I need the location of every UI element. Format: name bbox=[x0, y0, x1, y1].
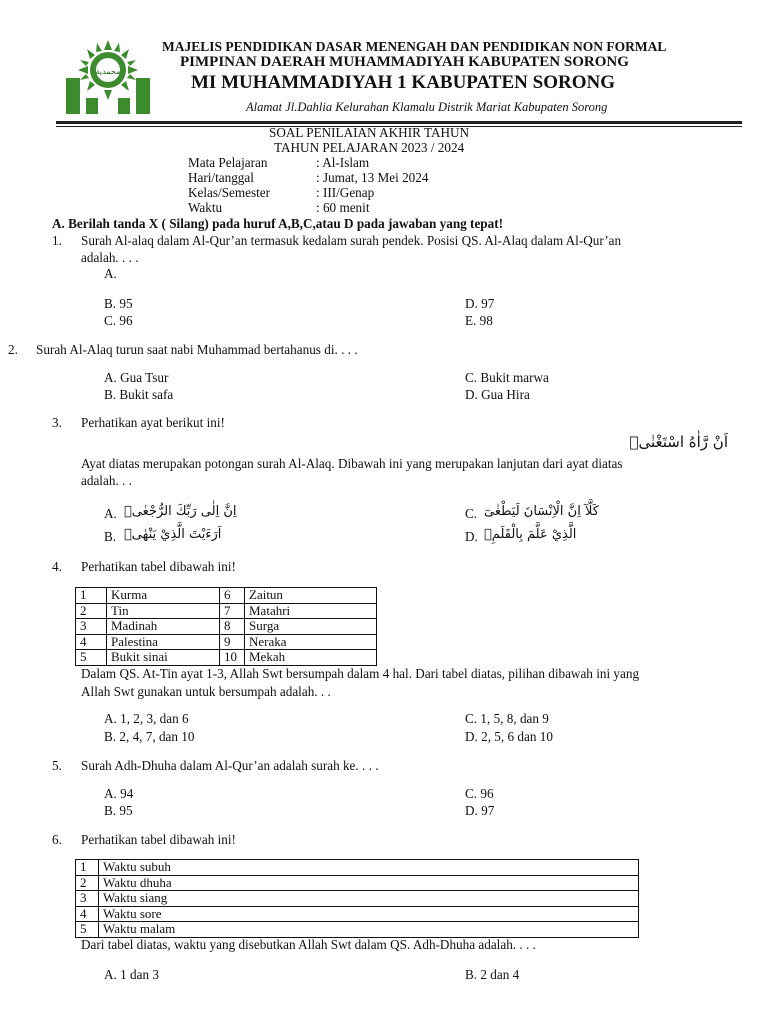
muhammadiyah-logo-icon bbox=[60, 38, 156, 118]
table-row bbox=[76, 619, 377, 635]
table-row bbox=[76, 860, 639, 876]
table-cell: Palestina bbox=[107, 634, 220, 650]
q1-option-b: B. 95 bbox=[104, 296, 133, 311]
table-cell: Surga bbox=[245, 619, 377, 635]
q3-option-c-label: C. bbox=[465, 506, 478, 521]
q5-option-c: C. 96 bbox=[465, 786, 494, 801]
q1-option-a: A. bbox=[104, 266, 117, 281]
table-cell: Waktu dhuha bbox=[99, 875, 639, 891]
q1-text: Surah Al-alaq dalam Al-Qur’an termasuk kedalam surah pendek. Posisi QS. Al-Alaq dalam Al-Qur’an bbox=[81, 233, 622, 248]
q6-table bbox=[75, 859, 639, 938]
table-cell: 4 bbox=[76, 634, 107, 650]
q6-number: 6. bbox=[52, 832, 62, 847]
table-cell: 3 bbox=[76, 891, 99, 907]
q3-text-2: Ayat diatas merupakan potongan surah Al-Alaq. Dibawah ini yang merupakan lanjutan dari ayat diatas bbox=[81, 456, 623, 471]
q2-option-b: B. Bukit safa bbox=[104, 387, 174, 402]
table-cell: 9 bbox=[220, 634, 245, 650]
table-cell: Madinah bbox=[107, 619, 220, 635]
table-cell: Tin bbox=[107, 603, 220, 619]
section-a-instruction: A. Berilah tanda X ( Silang) pada huruf A,B,C,atau D pada jawaban yang tepat! bbox=[52, 216, 504, 231]
q3-ayat: اَنْ رَّاٰهُ اسْتَغْنٰىۗ bbox=[629, 433, 728, 451]
q3-text-3: adalah. . . bbox=[81, 473, 132, 488]
q1-option-e: E. 98 bbox=[465, 313, 493, 328]
q2-option-c: C. Bukit marwa bbox=[465, 370, 549, 385]
q5-option-d: D. 97 bbox=[465, 803, 495, 818]
table-row bbox=[76, 634, 377, 650]
q3-option-b-ayat: اَرَءَيْتَ الَّذِيْ يَنْهٰىۙ bbox=[124, 527, 222, 542]
info-value-time: : 60 menit bbox=[316, 200, 370, 215]
header-line-1: MAJELIS PENDIDIKAN DASAR MENENGAH DAN PENDIDIKAN NON FORMAL bbox=[162, 39, 667, 54]
q6-option-b: B. 2 dan 4 bbox=[465, 967, 520, 982]
q4-option-b: B. 2, 4, 7, dan 10 bbox=[104, 729, 195, 744]
q6-text-2: Dari tabel diatas, waktu yang disebutkan Allah Swt dalam QS. Adh-Dhuha adalah. . . . bbox=[81, 937, 536, 952]
info-label-subject: Mata Pelajaran bbox=[188, 155, 268, 170]
q3-option-a-label: A. bbox=[104, 506, 117, 521]
table-cell: 2 bbox=[76, 603, 107, 619]
q6-text: Perhatikan tabel dibawah ini! bbox=[81, 832, 236, 847]
q4-option-a: A. 1, 2, 3, dan 6 bbox=[104, 711, 189, 726]
table-cell: Matahri bbox=[245, 603, 377, 619]
header-line-2: PIMPINAN DAERAH MUHAMMADIYAH KABUPATEN SORONG bbox=[180, 54, 629, 70]
info-value-class: : III/Genap bbox=[316, 185, 375, 200]
table-cell: 3 bbox=[76, 619, 107, 635]
info-label-time: Waktu bbox=[188, 200, 223, 215]
q5-option-a: A. 94 bbox=[104, 786, 134, 801]
table-cell: 2 bbox=[76, 875, 99, 891]
table-cell: Bukit sinai bbox=[107, 650, 220, 666]
school-logo bbox=[60, 38, 156, 118]
q4-text-2: Dalam QS. At-Tin ayat 1-3, Allah Swt bersumpah dalam 4 hal. Dari tabel diatas, pilihan dibawah ini yang bbox=[81, 666, 640, 681]
q3-text: Perhatikan ayat berikut ini! bbox=[81, 415, 225, 430]
table-cell: 5 bbox=[76, 922, 99, 938]
school-address: Alamat Jl.Dahlia Kelurahan Klamalu Distrik Mariat Kabupaten Sorong bbox=[246, 100, 608, 114]
table-cell: Neraka bbox=[245, 634, 377, 650]
svg-text:محمدية: محمدية bbox=[95, 67, 121, 76]
table-cell: Kurma bbox=[107, 588, 220, 604]
table-cell: Waktu subuh bbox=[99, 860, 639, 876]
q4-option-c: C. 1, 5, 8, dan 9 bbox=[465, 711, 549, 726]
table-row bbox=[76, 891, 639, 907]
q6-option-a: A. 1 dan 3 bbox=[104, 967, 159, 982]
q3-option-d-label: D. bbox=[465, 529, 478, 544]
table-cell: 7 bbox=[220, 603, 245, 619]
q3-option-a-ayat: اِنَّ اِلٰى رَبِّكَ الرُّجْعٰىۗ bbox=[124, 504, 237, 519]
table-row bbox=[76, 906, 639, 922]
q2-number: 2. bbox=[8, 342, 18, 357]
info-label-date: Hari/tanggal bbox=[188, 170, 254, 185]
q3-option-b-label: B. bbox=[104, 529, 117, 544]
q5-text: Surah Adh-Dhuha dalam Al-Qur’an adalah surah ke. . . . bbox=[81, 758, 379, 773]
q1-number: 1. bbox=[52, 233, 62, 248]
q4-text-3: Allah Swt gunakan untuk bersumpah adalah. . . bbox=[81, 684, 331, 699]
table-cell: Waktu siang bbox=[99, 891, 639, 907]
q2-text: Surah Al-Alaq turun saat nabi Muhammad bertahanus di. . . . bbox=[36, 342, 358, 357]
info-label-class: Kelas/Semester bbox=[188, 185, 271, 200]
q1-option-c: C. 96 bbox=[104, 313, 133, 328]
exam-year: TAHUN PELAJARAN 2023 / 2024 bbox=[274, 140, 465, 155]
info-value-date: : Jumat, 13 Mei 2024 bbox=[316, 170, 429, 185]
q4-table bbox=[75, 587, 377, 666]
q1-option-d: D. 97 bbox=[465, 296, 495, 311]
header-rule-thick bbox=[56, 121, 742, 124]
q4-number: 4. bbox=[52, 559, 62, 574]
table-cell: 4 bbox=[76, 906, 99, 922]
q5-option-b: B. 95 bbox=[104, 803, 133, 818]
table-row bbox=[76, 875, 639, 891]
info-value-subject: : Al-Islam bbox=[316, 155, 370, 170]
table-cell: 10 bbox=[220, 650, 245, 666]
q3-option-c-ayat: كَلَّآ اِنَّ الْاِنْسَانَ لَيَطْغٰىٓ bbox=[484, 504, 599, 519]
table-cell: 6 bbox=[220, 588, 245, 604]
table-cell: 5 bbox=[76, 650, 107, 666]
q3-number: 3. bbox=[52, 415, 62, 430]
table-cell: Mekah bbox=[245, 650, 377, 666]
table-row bbox=[76, 603, 377, 619]
q3-option-d-ayat: الَّذِيْ عَلَّمَ بِالْقَلَمِۙ bbox=[484, 527, 577, 542]
q2-option-a: A. Gua Tsur bbox=[104, 370, 169, 385]
school-name: MI MUHAMMADIYAH 1 KABUPATEN SORONG bbox=[191, 72, 615, 93]
table-row bbox=[76, 650, 377, 666]
table-cell: Zaitun bbox=[245, 588, 377, 604]
table-cell: 1 bbox=[76, 860, 99, 876]
q5-number: 5. bbox=[52, 758, 62, 773]
exam-title: SOAL PENILAIAN AKHIR TAHUN bbox=[269, 125, 470, 140]
table-cell: 8 bbox=[220, 619, 245, 635]
table-cell: Waktu sore bbox=[99, 906, 639, 922]
q2-option-d: D. Gua Hira bbox=[465, 387, 530, 402]
q4-option-d: D. 2, 5, 6 dan 10 bbox=[465, 729, 553, 744]
table-cell: 1 bbox=[76, 588, 107, 604]
table-row bbox=[76, 922, 639, 938]
q1-text-cont: adalah. . . . bbox=[81, 250, 139, 265]
table-row bbox=[76, 588, 377, 604]
q4-text: Perhatikan tabel dibawah ini! bbox=[81, 559, 236, 574]
table-cell: Waktu malam bbox=[99, 922, 639, 938]
